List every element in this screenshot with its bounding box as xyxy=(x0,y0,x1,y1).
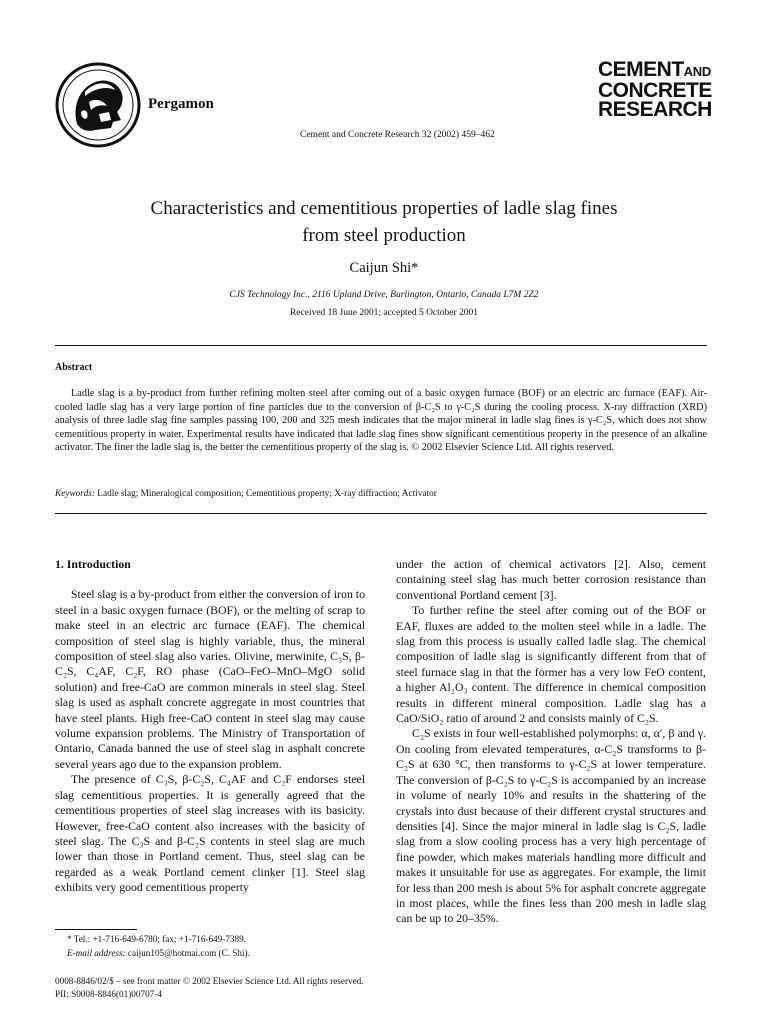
footnote-divider xyxy=(55,929,137,930)
abstract-text xyxy=(55,387,707,455)
author-affiliation: CJS Technology Inc., 2116 Upland Drive, Burlington, Ontario, Canada L7M 2Z2 xyxy=(229,290,539,300)
paragraph: Steel slag is a by-product from either the conversion of iron to steel in a basic oxygen furnace (BOF), or the melting of scrap to make steel in an electric arc furnace (EAF). The chemical composition of steel slag is highly variable, thus, the mineral composition of steel slag also varies. Olivine, merwinite, C₃S, β-C₂S, C₄AF, C₂F, RO phase (CaO–FeO–MnO–MgO solid solution) and free-CaO are common minerals in steel slag. Steel slag is used as asphalt concrete aggregate in most countries that have steel plants. High free-CaO content in steel slag may cause volume expansion problems. The Ministry of Transportation of Ontario, Canada banned the use of steel slag in asphalt concrete several years ago due to the expansion problem. xyxy=(55,587,365,771)
copyright-footer xyxy=(55,975,364,1001)
footnote xyxy=(55,932,365,960)
keywords-label: Keywords: xyxy=(55,489,95,499)
paragraph: To further refine the steel after coming out of the BOF or EAF, fluxes are added to the molten steel while in a ladle. The slag from this process is usually called ladle slag. The chemical composition of ladle slag is significantly different from that of steel furnace slag in that the former has a very low FeO content, a higher Al₂O₃ content. The difference in chemical composition results in different mineral composition. Ladle slag has a CaO/SiO₂ ratio of around 2 and consists mainly of C₂S. xyxy=(396,603,706,726)
email-address[interactable]: caijun105@hotmai.com (C. Shi). xyxy=(127,948,250,958)
abstract-body: Ladle slag is a by-product from further refining molten steel after coming out of a basic oxygen furnace (BOF) or an electric arc furnace (EAF). Air-cooled ladle slag has a very large portion of fine particles due to the conversion of β-C₂S to γ-C₂S during the cooling process. X-ray diffraction (XRD) analysis of three ladle slag fine samples passing 100, 200 and 325 mesh indicates that the major mineral in ladle slag fines is γ-C₂S, which does not show cementitious property in water. Experimental results have indicated that ladle slag fines show significant cementitious property in the presence of an alkaline activator. The finer the ladle slag is, the better the cementitious property of the slag is. © 2002 Elsevier Science Ltd. All rights reserved. xyxy=(55,388,707,454)
paragraph: under the action of chemical activators [2]. Also, cement containing steel slag has much better corrosion resistance than conventional Portland cement [3]. xyxy=(396,557,706,602)
title-line-2: from steel production xyxy=(302,225,466,246)
pergamon-logo-icon xyxy=(55,62,141,148)
journal-logo xyxy=(598,58,712,121)
publisher-name: Pergamon xyxy=(148,96,214,112)
journal-word-concrete: CONCRETE xyxy=(598,79,712,102)
footnote-contact: * Tel.: +1-716-649-6780; fax: +1-716-649-7389. xyxy=(67,934,246,944)
title-line-1: Characteristics and cementitious properties of ladle slag fines xyxy=(150,198,618,219)
divider-top xyxy=(55,345,707,346)
divider-abstract xyxy=(55,513,707,514)
footnote-email xyxy=(55,946,365,960)
paragraph: C₂S exists in four well-established polymorphs: α, α′, β and γ. On cooling from elevated temperatures, α-C₂S transforms to β-C₂S at 630 °C, then transforms to γ-C₂S at lower temperature. The conversion of β-C₂S to γ-C₂S is accompanied by an increase in volume of nearly 10% and results in the shattering of the crystals into dust because of their different crystal structures and densities [4]. Since the major mineral in ladle slag is C₂S, ladle slag from a slow cooling process has a very high percentage of fine powder, which makes materials handling more difficult and makes it unsuitable for use as aggregates. For example, the limit for less than 200 mesh is about 5% for asphalt concrete aggregate in most places, while the fines less than 200 mesh in ladle slag can be up to 20–35%. xyxy=(396,726,706,926)
article-title xyxy=(0,195,768,249)
keywords-list: Ladle slag; Mineralogical composition; Cementitious property; X-ray diffraction; Activator xyxy=(97,489,437,499)
abstract-heading: Abstract xyxy=(55,362,93,373)
keywords xyxy=(55,489,707,499)
section-heading: 1. Introduction xyxy=(55,557,131,571)
journal-word-research: RESEARCH xyxy=(598,98,712,121)
journal-word-and: AND xyxy=(683,64,711,79)
pii-line: PII: S0008-8846(01)00707-4 xyxy=(55,989,162,999)
journal-word-cement: CEMENT xyxy=(598,58,684,81)
author-name: Caijun Shi* xyxy=(349,260,419,276)
body-column-left xyxy=(55,557,365,896)
received-dates: Received 18 June 2001; accepted 5 October 2001 xyxy=(289,308,479,318)
copyright-line: 0008-8846/02/$ – see front matter © 2002 Elsevier Science Ltd. All rights reserved. xyxy=(55,976,364,986)
body-column-right xyxy=(396,557,706,927)
journal-citation: Cement and Concrete Research 32 (2002) 459–462 xyxy=(300,130,495,140)
paragraph: The presence of C₃S, β-C₂S, C₄AF and C₂F endorses steel slag cementitious properties. It is generally agreed that the cementitious properties of steel slag increases with its basicity. However, free-CaO content also increases with the basicity of steel slag. The C₃S and β-C₂S contents in steel slag are much lower than those in Portland cement. Thus, steel slag can be regarded as a weak Portland cement clinker [1]. Steel slag exhibits very good cementitious property xyxy=(55,772,365,895)
email-label: E-mail address: xyxy=(67,948,126,958)
